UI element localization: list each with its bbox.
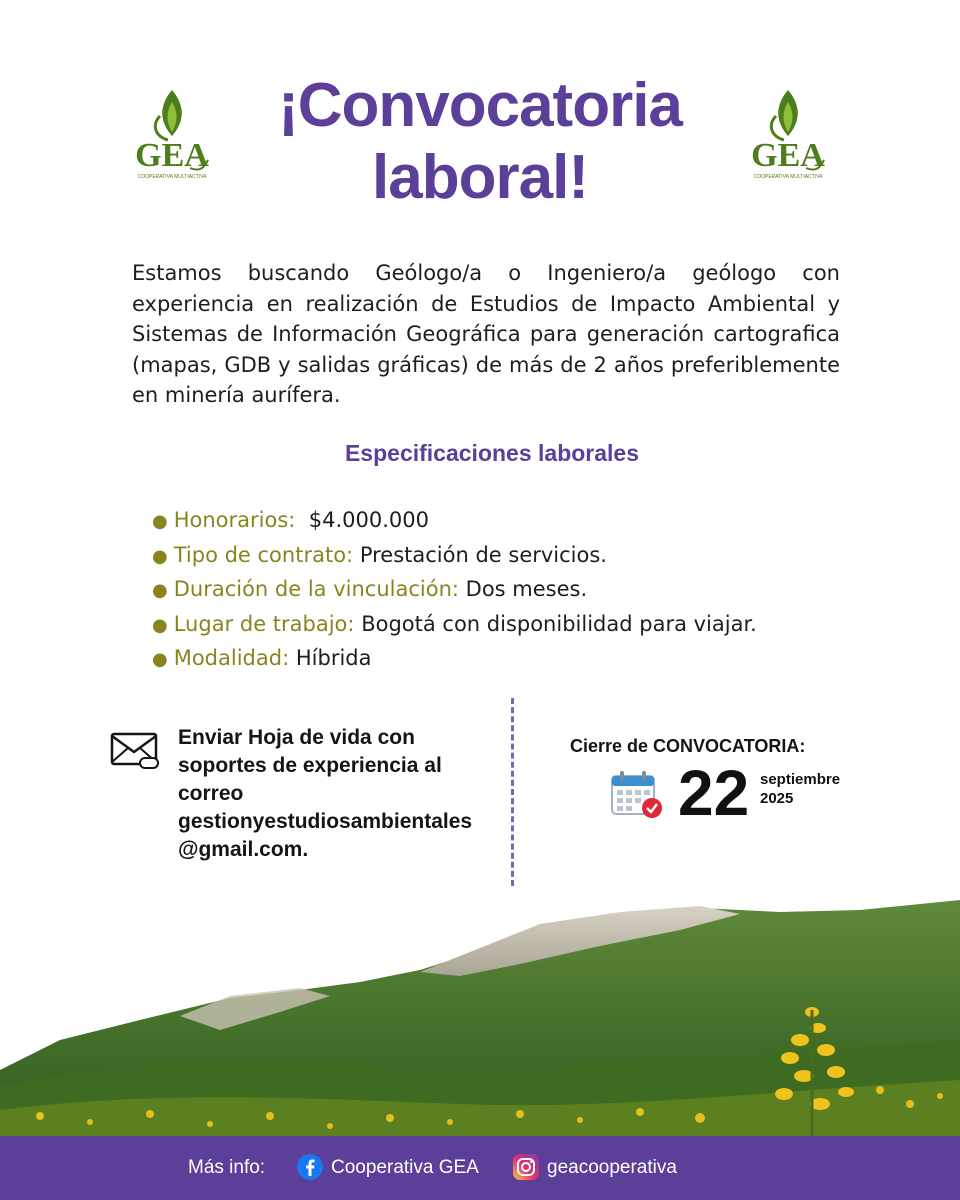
- section-divider: [511, 698, 514, 886]
- svg-text:GEA: GEA: [135, 137, 209, 174]
- job-description: Estamos buscando Geólogo/a o Ingeniero/a geólogo con experiencia en realización de Estudios de Impacto Ambiental y Sistemas de Información Geográfica para generación cartografica (mapas, GDB y salidas gráficas) de más de 2 años preferiblemente en minería aurífera.: [132, 261, 840, 407]
- apply-line: Enviar Hoja de vida con: [178, 726, 415, 749]
- envelope-icon: [110, 730, 162, 777]
- specs-list: [152, 504, 757, 677]
- apply-instructions: [178, 724, 508, 864]
- spec-label: Lugar de trabajo:: [173, 611, 355, 636]
- bullet-icon: ●: [152, 545, 168, 567]
- apply-email-domain[interactable]: @gmail.com.: [178, 838, 309, 861]
- facebook-link[interactable]: Cooperativa GEA: [331, 1157, 479, 1178]
- apply-line: correo: [178, 782, 244, 805]
- spec-value: $4.000.000: [308, 508, 429, 532]
- facebook-icon[interactable]: [296, 1153, 324, 1187]
- bullet-icon: ●: [152, 580, 168, 601]
- spec-value: Híbrida: [295, 646, 372, 670]
- footer-bar: [0, 1136, 960, 1200]
- page-title: [200, 70, 760, 214]
- deadline-label: Cierre de CONVOCATORIA:: [570, 736, 806, 756]
- spec-label: Honorarios:: [173, 508, 296, 532]
- spec-label: Tipo de contrato:: [173, 542, 354, 567]
- spec-value: Dos meses.: [465, 577, 588, 601]
- svg-text:GEA: GEA: [751, 137, 825, 174]
- title-line-1: ¡Convocatoria: [278, 71, 682, 140]
- bullet-icon: ●: [152, 649, 168, 670]
- spec-value: Prestación de servicios.: [359, 542, 607, 567]
- spec-item-duracion: [152, 573, 757, 608]
- spec-label: Duración de la vinculación:: [173, 577, 459, 601]
- spec-item-lugar: [152, 608, 757, 643]
- calendar-check-icon: [610, 770, 664, 825]
- deadline-month-year: [760, 770, 840, 808]
- spec-item-honorarios: [152, 504, 757, 539]
- spec-label: Modalidad:: [173, 646, 290, 670]
- instagram-icon[interactable]: [512, 1153, 540, 1187]
- hillside-landscape-image: [0, 890, 960, 1141]
- bullet-icon: ●: [152, 614, 168, 636]
- deadline-month: septiembre: [760, 771, 841, 788]
- bullet-icon: ●: [152, 511, 168, 532]
- svg-text:COOPERATIVA MULTIACTIVA: COOPERATIVA MULTIACTIVA: [753, 174, 823, 180]
- spec-item-contrato: [152, 539, 757, 574]
- deadline-day: 22: [678, 757, 750, 829]
- title-line-2: laboral!: [372, 143, 588, 212]
- apply-line: soportes de experiencia al: [178, 754, 442, 777]
- svg-text:COOPERATIVA MULTIACTIVA: COOPERATIVA MULTIACTIVA: [137, 174, 207, 180]
- deadline-year: 2025: [760, 790, 794, 807]
- spec-item-modalidad: [152, 642, 757, 677]
- instagram-link[interactable]: geacooperativa: [547, 1157, 677, 1178]
- specs-heading: Especificaciones laborales: [344, 440, 640, 466]
- spec-value: Bogotá con disponibilidad para viajar.: [361, 611, 757, 636]
- apply-email[interactable]: gestionyestudiosambientales: [178, 810, 473, 833]
- more-info-label: Más info:: [188, 1157, 266, 1178]
